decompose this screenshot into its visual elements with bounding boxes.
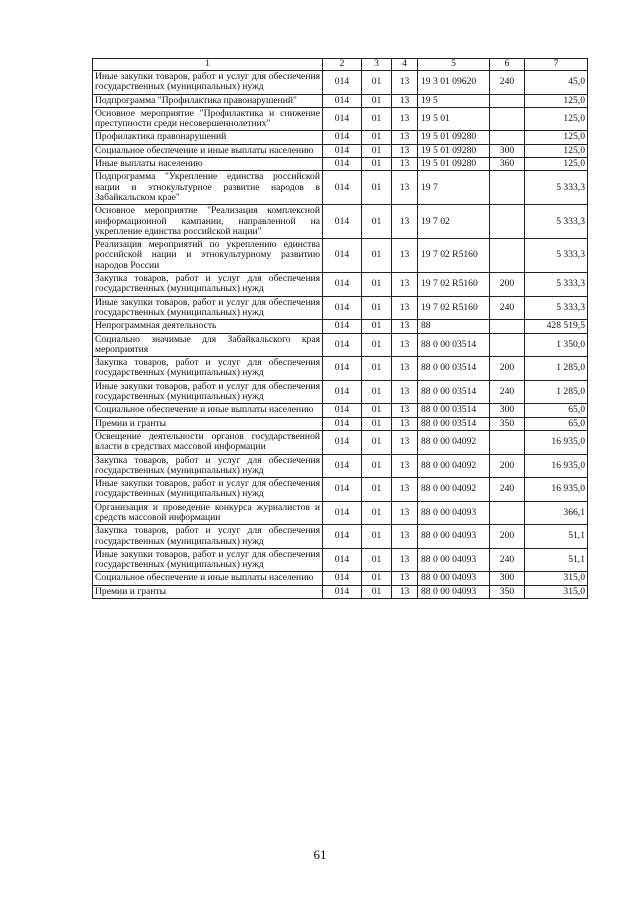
row-code-cell: 88 0 00 04093	[418, 501, 490, 525]
row-col4-cell: 13	[392, 417, 418, 430]
table-body	[93, 71, 588, 599]
row-col2-cell: 014	[323, 548, 362, 572]
table-row	[93, 171, 588, 205]
row-col2-cell: 014	[323, 131, 362, 144]
row-col2-cell: 014	[323, 144, 362, 157]
row-type-cell: 240	[490, 71, 525, 95]
row-col2-cell: 014	[323, 572, 362, 585]
row-col2-cell: 014	[323, 171, 362, 205]
row-col2-cell: 014	[323, 320, 362, 333]
row-col2-cell: 014	[323, 333, 362, 357]
row-col2-cell: 014	[323, 239, 362, 273]
row-col3-cell: 01	[362, 131, 392, 144]
table-row	[93, 454, 588, 478]
row-col2-cell: 014	[323, 357, 362, 381]
header-cell: 4	[392, 59, 418, 71]
row-code-cell: 88 0 00 03514	[418, 357, 490, 381]
row-amount-cell: 125,0	[525, 94, 588, 107]
row-col4-cell: 13	[392, 205, 418, 239]
row-code-cell: 88 0 00 04093	[418, 525, 490, 549]
row-name-cell: Социальное обеспечение и иные выплаты населению	[93, 144, 323, 157]
row-col4-cell: 13	[392, 525, 418, 549]
document-page	[92, 58, 587, 599]
row-name-cell: Социально значимые для Забайкальского края мероприятия	[93, 333, 323, 357]
table-row	[93, 131, 588, 144]
row-code-cell: 19 7 02 R5160	[418, 239, 490, 273]
row-code-cell: 88 0 00 03514	[418, 417, 490, 430]
table-row	[93, 144, 588, 157]
row-code-cell: 19 7 02	[418, 205, 490, 239]
row-code-cell: 19 5 01 09280	[418, 144, 490, 157]
row-amount-cell: 51,1	[525, 548, 588, 572]
table-row	[93, 239, 588, 273]
row-col3-cell: 01	[362, 296, 392, 320]
row-amount-cell: 125,0	[525, 144, 588, 157]
row-col2-cell: 014	[323, 94, 362, 107]
row-code-cell: 88 0 00 03514	[418, 380, 490, 404]
table-row	[93, 107, 588, 131]
row-name-cell: Иные закупки товаров, работ и услуг для обеспечения государственных (муниципальных) нужд	[93, 548, 323, 572]
row-amount-cell: 16 935,0	[525, 454, 588, 478]
row-col2-cell: 014	[323, 107, 362, 131]
row-name-cell: Подпрограмма "Профилактика правонарушений"	[93, 94, 323, 107]
row-type-cell: 300	[490, 404, 525, 417]
header-cell: 1	[93, 59, 323, 71]
row-code-cell: 19 5	[418, 94, 490, 107]
row-col3-cell: 01	[362, 357, 392, 381]
row-col4-cell: 13	[392, 333, 418, 357]
row-col2-cell: 014	[323, 417, 362, 430]
row-col2-cell: 014	[323, 296, 362, 320]
row-col3-cell: 01	[362, 94, 392, 107]
row-col3-cell: 01	[362, 171, 392, 205]
row-amount-cell: 125,0	[525, 107, 588, 131]
row-name-cell: Организация и проведение конкурса журналистов и средств массовой информации	[93, 501, 323, 525]
row-col4-cell: 13	[392, 320, 418, 333]
row-col4-cell: 13	[392, 357, 418, 381]
row-col3-cell: 01	[362, 430, 392, 454]
row-name-cell: Подпрограмма "Укрепление единства российской нации и этнокультурное развитие народов в Забайкальском крае"	[93, 171, 323, 205]
row-code-cell: 19 7	[418, 171, 490, 205]
row-col4-cell: 13	[392, 158, 418, 171]
row-col4-cell: 13	[392, 454, 418, 478]
row-col3-cell: 01	[362, 380, 392, 404]
row-amount-cell: 315,0	[525, 585, 588, 598]
row-code-cell: 19 3 01 09620	[418, 71, 490, 95]
row-col2-cell: 014	[323, 380, 362, 404]
row-amount-cell: 65,0	[525, 417, 588, 430]
row-col4-cell: 13	[392, 585, 418, 598]
row-type-cell: 200	[490, 357, 525, 381]
row-type-cell: 300	[490, 572, 525, 585]
row-col4-cell: 13	[392, 548, 418, 572]
table-row	[93, 205, 588, 239]
row-name-cell: Освещение деятельности органов государственной власти в средствах массовой информации	[93, 430, 323, 454]
row-name-cell: Непрограммная деятельность	[93, 320, 323, 333]
row-col3-cell: 01	[362, 525, 392, 549]
row-type-cell: 240	[490, 548, 525, 572]
row-name-cell: Профилактика правонарушений	[93, 131, 323, 144]
row-amount-cell: 5 333,3	[525, 239, 588, 273]
table-row	[93, 548, 588, 572]
row-type-cell	[490, 501, 525, 525]
table-row	[93, 296, 588, 320]
row-name-cell: Закупка товаров, работ и услуг для обеспечения государственных (муниципальных) нужд	[93, 357, 323, 381]
table-row	[93, 94, 588, 107]
row-amount-cell: 125,0	[525, 131, 588, 144]
row-col2-cell: 014	[323, 525, 362, 549]
row-col4-cell: 13	[392, 171, 418, 205]
row-col3-cell: 01	[362, 501, 392, 525]
table-row	[93, 585, 588, 598]
header-cell: 7	[525, 59, 588, 71]
row-col3-cell: 01	[362, 478, 392, 502]
row-amount-cell: 1 285,0	[525, 357, 588, 381]
table-row	[93, 357, 588, 381]
row-type-cell: 350	[490, 585, 525, 598]
row-type-cell	[490, 205, 525, 239]
page-number: 61	[313, 847, 327, 862]
table-row	[93, 430, 588, 454]
row-col3-cell: 01	[362, 548, 392, 572]
budget-table	[92, 58, 588, 599]
row-col3-cell: 01	[362, 144, 392, 157]
row-col3-cell: 01	[362, 71, 392, 95]
row-type-cell: 240	[490, 380, 525, 404]
row-name-cell: Реализация мероприятий по укреплению единства российской нации и этнокультурному развитию народов России	[93, 239, 323, 273]
row-amount-cell: 428 519,5	[525, 320, 588, 333]
row-col3-cell: 01	[362, 239, 392, 273]
row-type-cell	[490, 131, 525, 144]
table-row	[93, 404, 588, 417]
row-type-cell: 200	[490, 454, 525, 478]
row-col2-cell: 014	[323, 205, 362, 239]
row-col2-cell: 014	[323, 501, 362, 525]
row-code-cell: 88 0 00 04092	[418, 454, 490, 478]
row-type-cell: 200	[490, 273, 525, 297]
row-name-cell: Закупка товаров, работ и услуг для обеспечения государственных (муниципальных) нужд	[93, 273, 323, 297]
row-amount-cell: 5 333,3	[525, 171, 588, 205]
row-amount-cell: 1 285,0	[525, 380, 588, 404]
row-type-cell	[490, 171, 525, 205]
row-col3-cell: 01	[362, 585, 392, 598]
row-amount-cell: 45,0	[525, 71, 588, 95]
header-cell: 6	[490, 59, 525, 71]
row-amount-cell: 16 935,0	[525, 430, 588, 454]
row-type-cell	[490, 430, 525, 454]
row-col4-cell: 13	[392, 296, 418, 320]
row-type-cell: 240	[490, 296, 525, 320]
table-row	[93, 273, 588, 297]
row-code-cell: 19 7 02 R5160	[418, 273, 490, 297]
row-amount-cell: 5 333,3	[525, 296, 588, 320]
row-col2-cell: 014	[323, 273, 362, 297]
header-cell: 3	[362, 59, 392, 71]
row-type-cell: 350	[490, 417, 525, 430]
row-amount-cell: 366,1	[525, 501, 588, 525]
table-row	[93, 320, 588, 333]
row-code-cell: 88 0 00 03514	[418, 404, 490, 417]
row-col4-cell: 13	[392, 107, 418, 131]
header-cell: 2	[323, 59, 362, 71]
row-name-cell: Премии и гранты	[93, 585, 323, 598]
row-type-cell: 360	[490, 158, 525, 171]
row-name-cell: Социальное обеспечение и иные выплаты населению	[93, 572, 323, 585]
row-code-cell: 88 0 00 04092	[418, 430, 490, 454]
row-col3-cell: 01	[362, 107, 392, 131]
table-row	[93, 71, 588, 95]
row-name-cell: Основное мероприятие "Профилактика и снижение преступности среди несовершеннолетних"	[93, 107, 323, 131]
row-type-cell: 240	[490, 478, 525, 502]
row-amount-cell: 65,0	[525, 404, 588, 417]
row-code-cell: 88 0 00 04093	[418, 548, 490, 572]
row-code-cell: 88 0 00 04093	[418, 572, 490, 585]
row-col4-cell: 13	[392, 94, 418, 107]
row-code-cell: 19 7 02 R5160	[418, 296, 490, 320]
row-col4-cell: 13	[392, 131, 418, 144]
table-row	[93, 417, 588, 430]
row-name-cell: Иные выплаты населению	[93, 158, 323, 171]
row-col3-cell: 01	[362, 320, 392, 333]
row-name-cell: Основное мероприятие "Реализация комплексной информационной кампании, направленной на укрепление единства российской нации"	[93, 205, 323, 239]
row-col2-cell: 014	[323, 478, 362, 502]
row-col4-cell: 13	[392, 144, 418, 157]
row-col2-cell: 014	[323, 404, 362, 417]
row-amount-cell: 16 935,0	[525, 478, 588, 502]
row-col3-cell: 01	[362, 454, 392, 478]
row-col4-cell: 13	[392, 380, 418, 404]
row-code-cell: 88 0 00 04093	[418, 585, 490, 598]
row-code-cell: 88	[418, 320, 490, 333]
row-col3-cell: 01	[362, 572, 392, 585]
row-code-cell: 19 5 01 09280	[418, 131, 490, 144]
row-name-cell: Социальное обеспечение и иные выплаты населению	[93, 404, 323, 417]
row-col4-cell: 13	[392, 404, 418, 417]
row-code-cell: 88 0 00 03514	[418, 333, 490, 357]
row-col3-cell: 01	[362, 404, 392, 417]
table-row	[93, 501, 588, 525]
row-col3-cell: 01	[362, 273, 392, 297]
row-name-cell: Закупка товаров, работ и услуг для обеспечения государственных (муниципальных) нужд	[93, 454, 323, 478]
row-name-cell: Иные закупки товаров, работ и услуг для обеспечения государственных (муниципальных) нужд	[93, 478, 323, 502]
row-type-cell	[490, 94, 525, 107]
row-col4-cell: 13	[392, 71, 418, 95]
table-row	[93, 380, 588, 404]
table-row	[93, 525, 588, 549]
header-cell: 5	[418, 59, 490, 71]
row-type-cell	[490, 107, 525, 131]
row-type-cell: 200	[490, 525, 525, 549]
row-col3-cell: 01	[362, 205, 392, 239]
row-col2-cell: 014	[323, 158, 362, 171]
row-col4-cell: 13	[392, 501, 418, 525]
row-amount-cell: 315,0	[525, 572, 588, 585]
row-amount-cell: 51,1	[525, 525, 588, 549]
row-name-cell: Иные закупки товаров, работ и услуг для обеспечения государственных (муниципальных) нужд	[93, 296, 323, 320]
row-col3-cell: 01	[362, 417, 392, 430]
row-col4-cell: 13	[392, 478, 418, 502]
row-name-cell: Иные закупки товаров, работ и услуг для обеспечения государственных (муниципальных) нужд	[93, 71, 323, 95]
row-type-cell: 300	[490, 144, 525, 157]
row-code-cell: 88 0 00 04092	[418, 478, 490, 502]
row-code-cell: 19 5 01	[418, 107, 490, 131]
table-row	[93, 158, 588, 171]
row-code-cell: 19 5 01 09280	[418, 158, 490, 171]
row-col2-cell: 014	[323, 454, 362, 478]
table-row	[93, 478, 588, 502]
row-col2-cell: 014	[323, 585, 362, 598]
row-type-cell	[490, 333, 525, 357]
row-col3-cell: 01	[362, 158, 392, 171]
row-amount-cell: 125,0	[525, 158, 588, 171]
row-col4-cell: 13	[392, 430, 418, 454]
row-amount-cell: 5 333,3	[525, 205, 588, 239]
row-name-cell: Премии и гранты	[93, 417, 323, 430]
row-col4-cell: 13	[392, 572, 418, 585]
row-col2-cell: 014	[323, 430, 362, 454]
row-type-cell	[490, 239, 525, 273]
row-col4-cell: 13	[392, 239, 418, 273]
row-col4-cell: 13	[392, 273, 418, 297]
row-amount-cell: 5 333,3	[525, 273, 588, 297]
row-col3-cell: 01	[362, 333, 392, 357]
row-amount-cell: 1 350,0	[525, 333, 588, 357]
table-header-row	[93, 59, 588, 71]
row-col2-cell: 014	[323, 71, 362, 95]
row-name-cell: Закупка товаров, работ и услуг для обеспечения государственных (муниципальных) нужд	[93, 525, 323, 549]
row-type-cell	[490, 320, 525, 333]
table-row	[93, 572, 588, 585]
row-name-cell: Иные закупки товаров, работ и услуг для обеспечения государственных (муниципальных) нужд	[93, 380, 323, 404]
table-row	[93, 333, 588, 357]
